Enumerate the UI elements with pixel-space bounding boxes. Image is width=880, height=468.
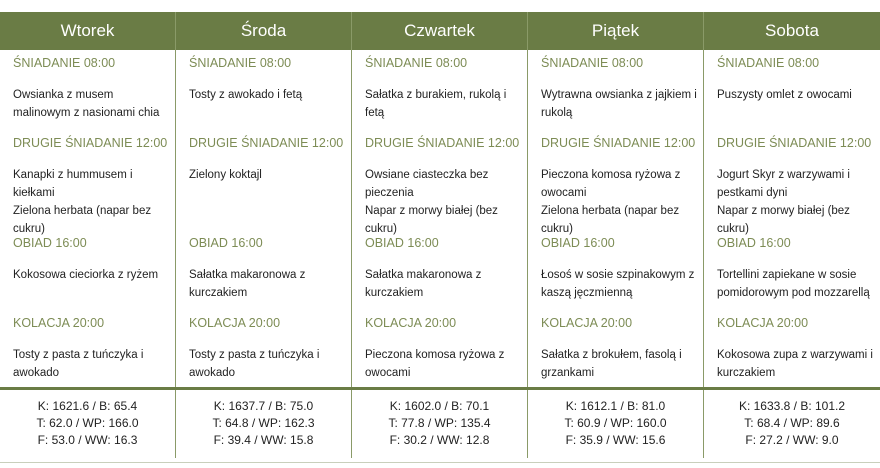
nutrition-line: F: 53.0 / WW: 16.3 [37, 433, 138, 447]
day-column [704, 50, 880, 388]
dish-line: Owsianka z musem malinowym z nasionami chia [13, 89, 160, 119]
dish-line: Napar z morwy białej (bez cukru) [717, 205, 850, 235]
bottom-border [0, 462, 880, 463]
dinner-title: KOLACJA 20:00 [365, 316, 457, 330]
dish-line: Kokosowa cieciorka z ryżem [13, 269, 159, 281]
lunch-dishes [13, 266, 171, 284]
nutrition-line: F: 39.4 / WW: 15.8 [213, 433, 314, 447]
lunch-title: OBIAD 16:00 [189, 236, 263, 250]
second-breakfast-title: DRUGIE ŚNIADANIE 12:00 [541, 136, 696, 150]
breakfast-dishes [365, 86, 523, 122]
second-breakfast-dishes [13, 166, 171, 238]
dish-line: Jogurt Skyr z warzywami i pestkami dyni [717, 169, 850, 199]
dish-line: Tortellini zapiekane w sosie pomidorowym pod mozzarellą [717, 269, 870, 299]
day-column [176, 50, 352, 388]
nutrition-line: T: 62.0 / WP: 166.0 [36, 416, 139, 430]
nutrition-cell [704, 390, 880, 458]
nutrition-cell [352, 390, 528, 458]
lunch-dishes [189, 266, 347, 302]
meals-body [0, 50, 880, 388]
dish-line: Sałatka makaronowa z kurczakiem [189, 269, 306, 299]
day-header-friday: Piątek [528, 12, 704, 50]
nutrition-line: K: 1612.1 / B: 81.0 [565, 399, 666, 413]
dish-line: Owsiane ciasteczka bez pieczenia [365, 169, 489, 199]
dish-line: Pieczona komosa ryżowa z owocami [541, 169, 681, 199]
dish-line: Kanapki z hummusem i kiełkami [13, 169, 133, 199]
second-breakfast-dishes [717, 166, 875, 238]
breakfast-title: ŚNIADANIE 08:00 [541, 56, 644, 70]
nutrition-line: F: 30.2 / WW: 12.8 [389, 433, 490, 447]
dish-line: Sałatka z brokułem, fasolą i grzankami [541, 349, 682, 379]
breakfast-dishes [717, 86, 875, 104]
lunch-dishes [541, 266, 699, 302]
nutrition-line: T: 77.8 / WP: 135.4 [388, 416, 491, 430]
dinner-dishes [189, 346, 347, 382]
day-header-thursday: Czwartek [352, 12, 528, 50]
lunch-title: OBIAD 16:00 [365, 236, 439, 250]
nutrition-line: T: 68.4 / WP: 89.6 [744, 416, 840, 430]
dinner-title: KOLACJA 20:00 [717, 316, 809, 330]
nutrition-cell [528, 390, 704, 458]
nutrition-line: K: 1637.7 / B: 75.0 [213, 399, 314, 413]
dinner-dishes [13, 346, 171, 382]
second-breakfast-dishes [541, 166, 699, 238]
lunch-title: OBIAD 16:00 [13, 236, 87, 250]
dish-line: Łosoś w sosie szpinakowym z kaszą jęczmienną [541, 269, 695, 299]
dish-line: Zielony koktajl [189, 169, 262, 181]
breakfast-dishes [13, 86, 171, 122]
second-breakfast-title: DRUGIE ŚNIADANIE 12:00 [365, 136, 520, 150]
dinner-dishes [717, 346, 875, 382]
dinner-title: KOLACJA 20:00 [13, 316, 105, 330]
nutrition-cell [0, 390, 176, 458]
dish-line: Zielona herbata (napar bez cukru) [13, 205, 152, 235]
nutrition-line: F: 27.2 / WW: 9.0 [745, 433, 839, 447]
dish-line: Zielona herbata (napar bez cukru) [541, 205, 680, 235]
second-breakfast-title: DRUGIE ŚNIADANIE 12:00 [717, 136, 872, 150]
dish-line: Wytrawna owsianka z jajkiem i rukolą [541, 89, 697, 119]
dinner-dishes [541, 346, 699, 382]
lunch-title: OBIAD 16:00 [717, 236, 791, 250]
day-header-tuesday: Wtorek [0, 12, 176, 50]
nutrition-line: K: 1633.8 / B: 101.2 [738, 399, 846, 413]
dish-line: Tosty z pasta z tuńczyka i awokado [189, 349, 320, 379]
day-column [352, 50, 528, 388]
nutrition-row [0, 390, 880, 458]
dish-line: Napar z morwy białej (bez cukru) [365, 205, 498, 235]
nutrition-line: T: 60.9 / WP: 160.0 [564, 416, 667, 430]
day-header-saturday: Sobota [765, 21, 819, 40]
nutrition-line: K: 1602.0 / B: 70.1 [389, 399, 490, 413]
second-breakfast-dishes [365, 166, 523, 238]
dinner-title: KOLACJA 20:00 [541, 316, 633, 330]
second-breakfast-title: DRUGIE ŚNIADANIE 12:00 [13, 136, 168, 150]
breakfast-title: ŚNIADANIE 08:00 [189, 56, 292, 70]
day-column [528, 50, 704, 388]
second-breakfast-title: DRUGIE ŚNIADANIE 12:00 [189, 136, 344, 150]
breakfast-title: ŚNIADANIE 08:00 [13, 56, 116, 70]
dinner-dishes [365, 346, 523, 382]
second-breakfast-dishes [189, 166, 347, 184]
day-header-wednesday: Środa [176, 12, 352, 50]
nutrition-line: T: 64.8 / WP: 162.3 [212, 416, 315, 430]
dish-line: Pieczona komosa ryżowa z owocami [365, 349, 505, 379]
dinner-title: KOLACJA 20:00 [189, 316, 281, 330]
nutrition-cell [176, 390, 352, 458]
dish-line: Tosty z awokado i fetą [189, 89, 303, 101]
breakfast-title: ŚNIADANIE 08:00 [365, 56, 468, 70]
breakfast-dishes [541, 86, 699, 122]
dish-line: Kokosowa zupa z warzywami i kurczakiem [717, 349, 873, 379]
breakfast-dishes [189, 86, 347, 104]
day-column [0, 50, 176, 388]
dish-line: Tosty z pasta z tuńczyka i awokado [13, 349, 144, 379]
days-header [0, 12, 880, 50]
nutrition-line: F: 35.9 / WW: 15.6 [565, 433, 666, 447]
dish-line: Puszysty omlet z owocami [717, 89, 852, 101]
lunch-dishes [365, 266, 523, 302]
dish-line: Sałatka makaronowa z kurczakiem [365, 269, 482, 299]
dish-line: Sałatka z burakiem, rukolą i fetą [365, 89, 507, 119]
breakfast-title: ŚNIADANIE 08:00 [717, 56, 820, 70]
lunch-title: OBIAD 16:00 [541, 236, 615, 250]
lunch-dishes [717, 266, 875, 302]
nutrition-line: K: 1621.6 / B: 65.4 [37, 399, 138, 413]
